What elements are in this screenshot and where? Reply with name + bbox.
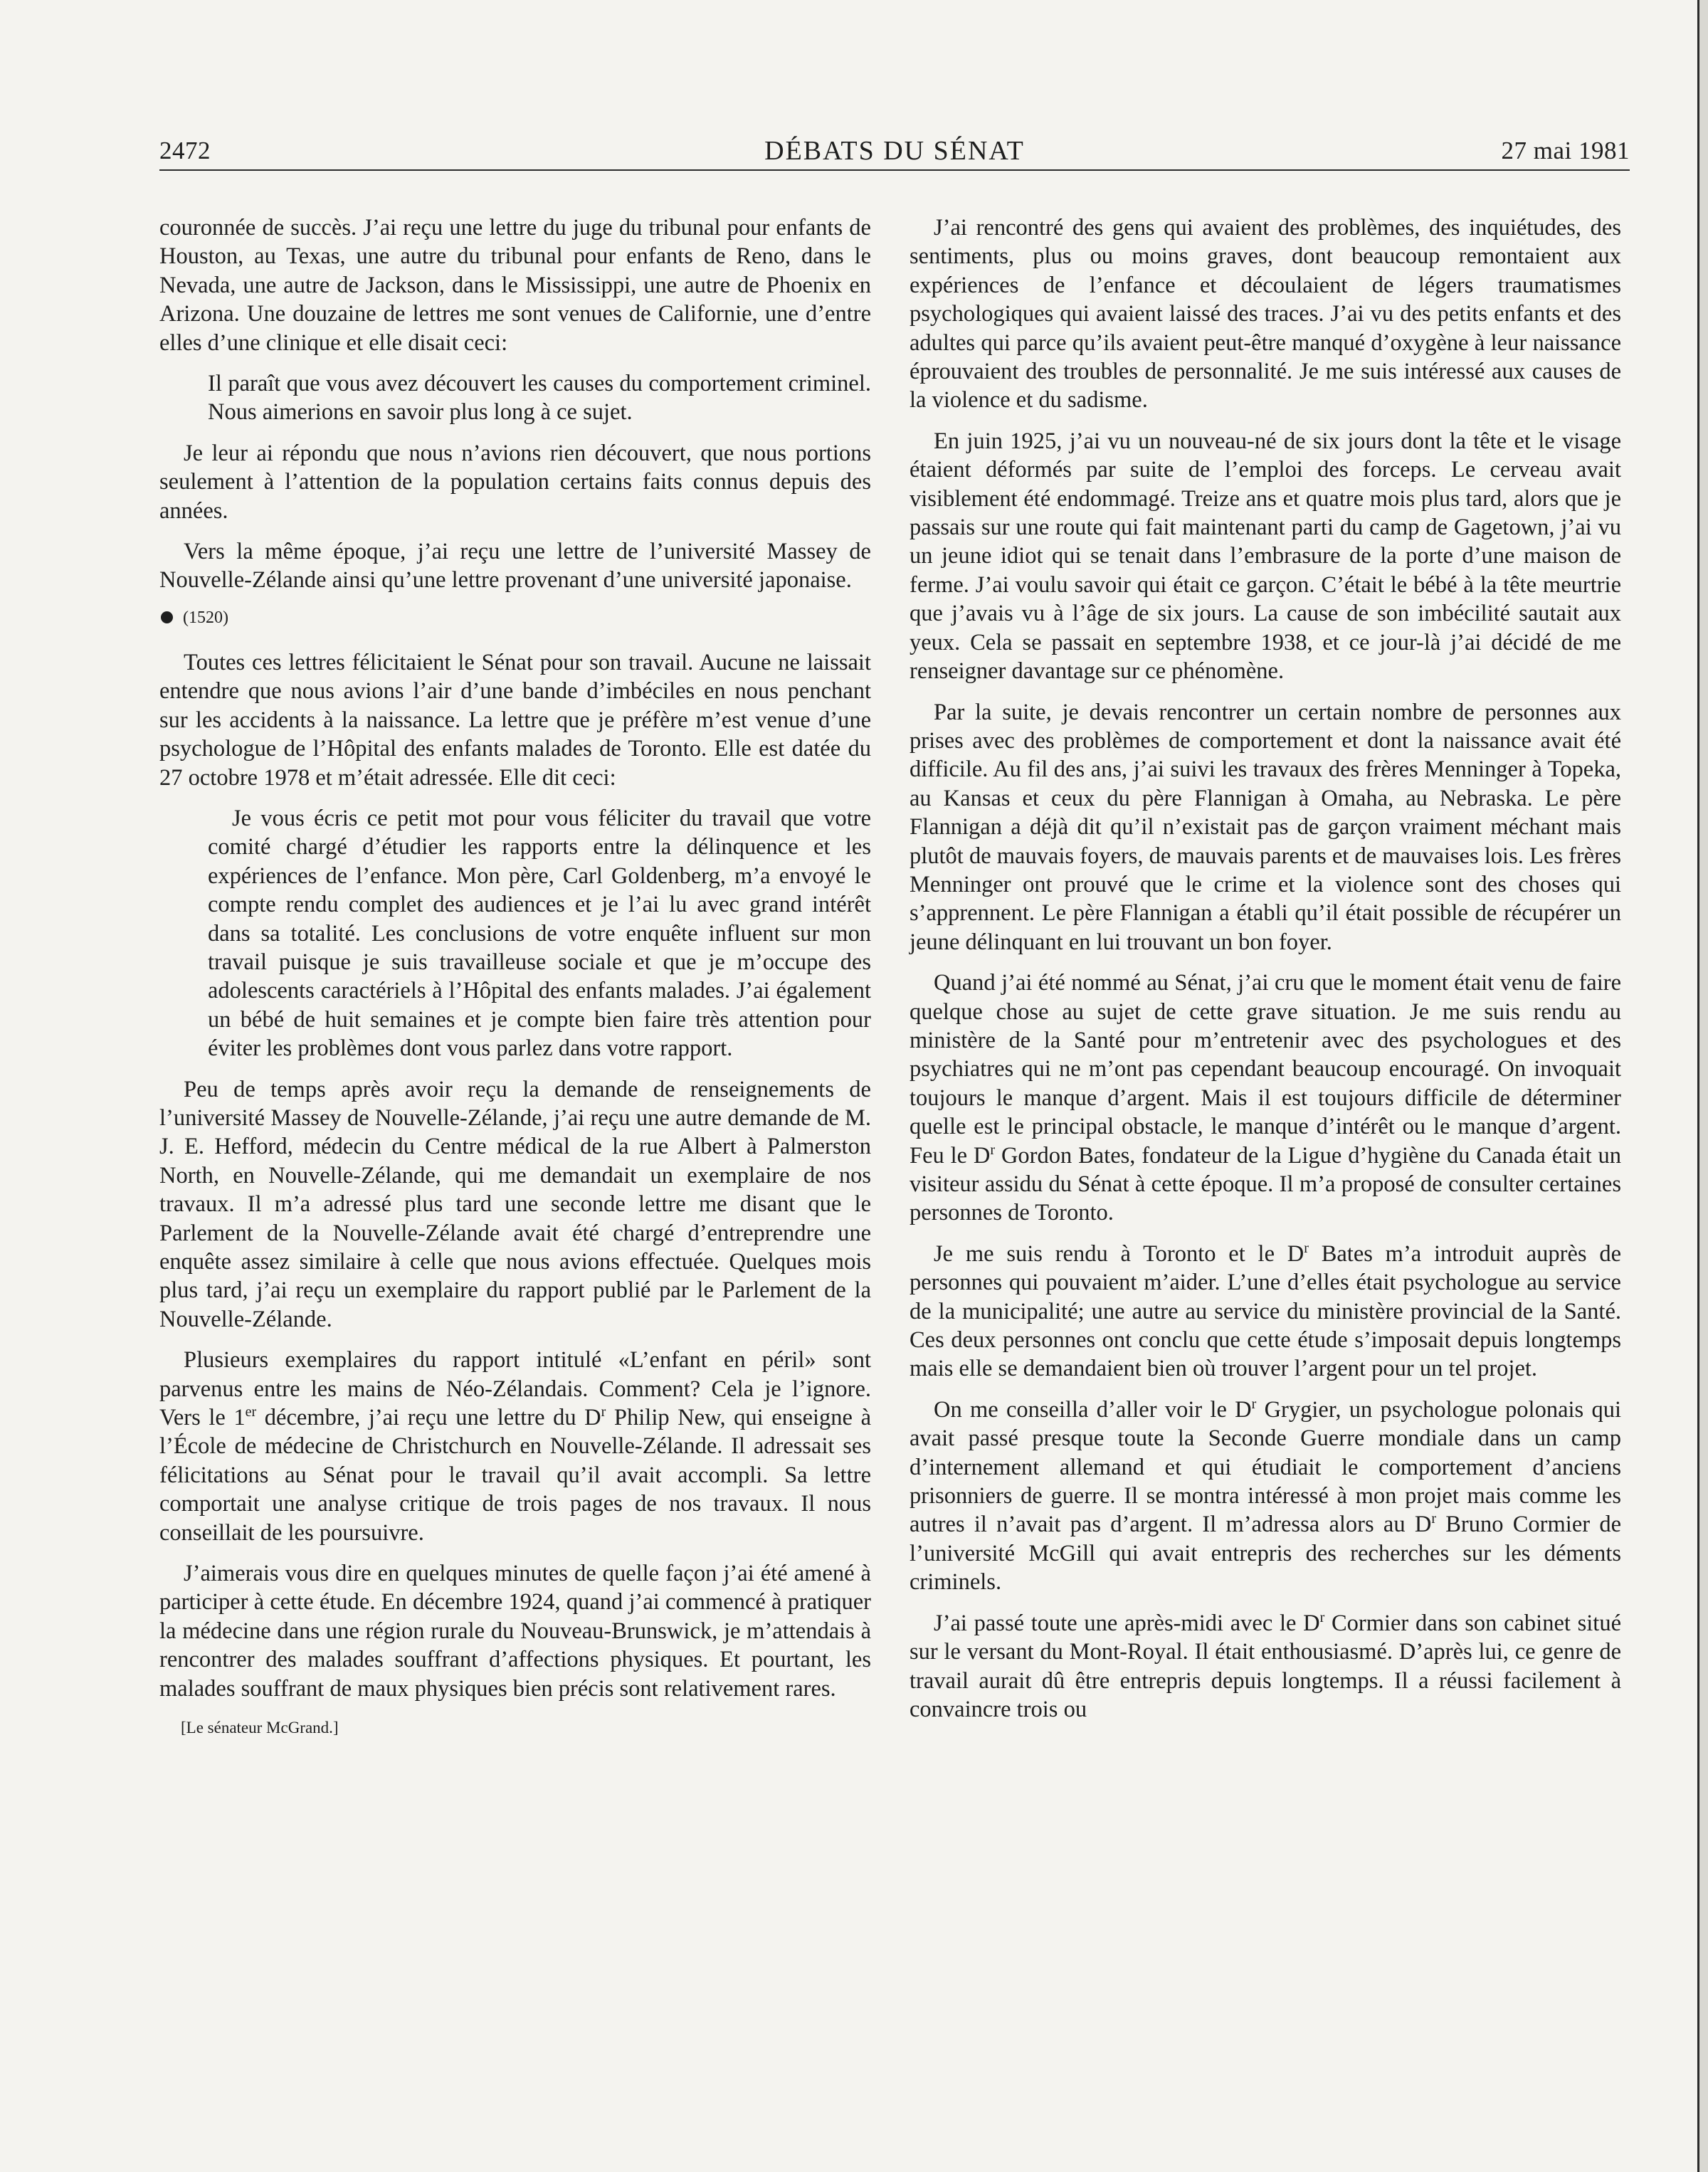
paragraph (910, 969, 1621, 1228)
text-run: décembre, j’ai reçu une lettre du D (256, 1405, 601, 1431)
left-column (159, 213, 871, 1739)
block-quote: Je vous écris ce petit mot pour vous féliciter du travail que votre comité chargé d’étudier les rapports entre la délinquence et les expériences de l’enfance. Mon père, Carl Goldenberg, m’a envoyé le compte rendu complet des audiences et je l’ai lu avec grand intérêt dans sa totalité. Les conclusions de votre enquête influent sur mon travail puisque je suis travailleuse sociale et que je m’occupe des adolescents caractériels à l’Hôpital des enfants malades. J’ai également un bébé de huit semaines et je compte bien faire très attention pour éviter les problèmes dont vous parlez dans votre rapport. (208, 805, 871, 1062)
header-rule (159, 169, 1630, 171)
block-quote: Il paraît que vous avez découvert les causes du comportement criminel. Nous aimerions en savoir plus long à ce sujet. (208, 371, 871, 426)
page-number: 2472 (159, 137, 211, 164)
text-run: Cormier dans son cabinet situé sur le versant du Mont-Royal. Il était enthousiasmé. D’après lui, ce genre de travail aurait dû être entrepris depuis longtemps. Il a réussi facilement à convaincre trois ou (910, 1610, 1621, 1722)
page-edge-shadow (1699, 0, 1708, 2172)
superscript: r (1304, 1240, 1309, 1256)
superscript: r (1319, 1609, 1325, 1625)
text-run: Philip New, qui enseigne à l’École de médecine de Christchurch en Nouvelle-Zélande. Il adressait ses félicitations au Sénat pour le travail qu’il avait accompli. Sa lettre comportait une analyse critique de trois pages de nos travaux. Il nous conseillait de les poursuivre. (159, 1405, 872, 1546)
superscript: r (601, 1404, 606, 1420)
session-date: 27 mai 1981 (1501, 137, 1630, 164)
paragraph: couronnée de succès. J’ai reçu une lettre du juge du tribunal pour enfants de Houston, au Texas, une autre du tribunal pour enfants de Reno, dans le Nevada, une autre de Jackson, dans le Mississippi, une autre de Phoenix en Arizona. Une douzaine de lettres me sont venues de Californie, une d’entre elles d’une clinique et elle disait ceci: (159, 215, 871, 356)
text-run: Quand j’ai été nommé au Sénat, j’ai cru que le moment était venu de faire quelque chose au sujet de cette grave situation. Je me suis rendu au ministère de la Santé pour m’entretenir avec des psychologues et des psychiatres qui ne m’ont pas cependant beaucoup encouragé. On invoquait toujours le manque d’argent. Mais il est toujours difficile de déterminer quelle est le principal obstacle, le manque d’intérêt ou le manque d’argent. Feu le D (910, 970, 1621, 1169)
paragraph: J’aimerais vous dire en quelques minutes de quelle façon j’ai été amené à participer à cette étude. En décembre 1924, quand j’ai commencé à pratiquer la médecine dans une région rurale du Nouveau-Brunswick, je m’attendais à rencontrer des malades souffrant d’affections physiques. Et pourtant, les malades souffrant de maux physiques bien précis sont relativement rares. (159, 1561, 871, 1702)
text-run: Bruno Cormier de l’université McGill qui avait entrepris des recherches sur les déments criminels. (910, 1512, 1622, 1596)
text-run: Grygier, un psychologue polonais qui avait passé presque toute la Seconde Guerre mondiale dans un camp d’internement allemand et qui étudiait le comportement d’anciens prisonniers de guerre. Il se montra intéressé à mon projet mais comme les autres il n’avait pas d’argent. Il m’adressa alors au D (910, 1396, 1621, 1538)
text-run: Plusieurs exemplaires du rapport intitulé «L’enfant en péril» sont parvenus entre les mains de Néo-Zélandais. Comment? Cela je l’ignore. Vers le 1 (159, 1347, 871, 1431)
paragraph: Par la suite, je devais rencontrer un certain nombre de personnes aux prises avec des problèmes de comportement et dont la naissance avait été difficile. Au fil des ans, j’ai suivi les travaux des frères Menninger à Topeka, au Kansas et ceux du père Flannigan à Omaha, au Nebraska. Le père Flannigan a déjà dit qu’il n’existait pas de garçon vraiment méchant mais plutôt de mauvais foyers, de mauvais parents et de mauvaises lois. Les frères Menninger ont prouvé que le crime et la violence sont des choses qui s’apprennent. Le père Flannigan a établi qu’il était possible de récupérer un jeune délinquant en lui trouvant un bon foyer. (910, 699, 1621, 955)
paragraph: Vers la même époque, j’ai reçu une lettre de l’université Massey de Nouvelle-Zélande ainsi qu’une lettre provenant d’une université japonaise. (159, 539, 871, 594)
text-run: On me conseilla d’aller voir le D (934, 1396, 1252, 1423)
paragraph: Peu de temps après avoir reçu la demande de renseignements de l’université Massey de Nouvelle-Zélande, j’ai reçu une autre demande de M. J. E. Hefford, médecin du Centre médical de la rue Albert à Palmerston North, en Nouvelle-Zélande, qui me demandait un exemplaire de nos travaux. Il m’a adressé plus tard une seconde lettre me disant que le Parlement de la Nouvelle-Zélande avait été chargé d’entreprendre une enquête assez similaire à celle que nous avions effectuée. Quelques mois plus tard, j’ai reçu un exemplaire du rapport publié par le Parlement de la Nouvelle-Zélande. (159, 1076, 871, 1332)
paragraph: J’ai rencontré des gens qui avaient des problèmes, des inquiétudes, des sentiments, plus ou moins graves, dont beaucoup remontaient aux expériences de l’enfance et découlaient de légers traumatismes psychologiques qui avaient laissé des traces. J’ai vu des petits enfants et des adultes qui parce qu’ils avaient peut-être manqué d’oxygène à leur naissance éprouvaient des troubles de personnalité. Je me suis intéressé aux causes de la violence et du sadisme. (910, 215, 1621, 413)
superscript: r (1251, 1396, 1257, 1413)
paragraph: Toutes ces lettres félicitaient le Sénat pour son travail. Aucune ne laissait entendre que nous avions l’air d’une bande d’imbéciles en nous penchant sur les accidents à la naissance. La lettre que je préfère m’est venue d’une psychologue de l’Hôpital des enfants malades de Toronto. Elle est datée du 27 octobre 1978 et m’était adressée. Elle dit ceci: (159, 649, 871, 791)
time-marker-text: (1520) (183, 608, 228, 627)
page-header (159, 130, 1630, 167)
text-run: J’ai passé toute une après-midi avec le D (934, 1610, 1320, 1636)
superscript: er (245, 1404, 257, 1420)
publication-title: DÉBATS DU SÉNAT (764, 136, 1025, 166)
bullet-icon (161, 611, 173, 623)
text-run: Gordon Bates, fondateur de la Ligue d’hygiène du Canada était un visiteur assidu du Sénat à cette époque. Il m’a proposé de consulter certaines personnes de Toronto. (910, 1142, 1621, 1226)
paragraph (910, 1609, 1621, 1724)
right-column (910, 213, 1621, 1736)
paragraph (910, 1396, 1621, 1597)
paragraph: En juin 1925, j’ai vu un nouveau-né de six jours dont la tête et le visage étaient déformés par suite de l’emploi des forceps. Le cerveau avait visiblement été endommagé. Treize ans et quatre mois plus tard, alors que je passais sur une route qui fait maintenant parti du camp de Gagetown, j’ai vu un jeune idiot qui se tenait dans l’embrasure de la porte d’une maison de ferme. J’ai voulu savoir qui était ce garçon. C’était le bébé à la tête meurtrie que j’avais vu à l’âge de six jours. La cause de son imbécilité sautait aux yeux. Cela se passait en septembre 1938, et ce jour-là j’ai décidé de me renseigner davantage sur ce phénomène. (910, 428, 1621, 685)
time-marker (159, 607, 871, 628)
page-edge-line (1697, 0, 1699, 2172)
text-run: Je me suis rendu à Toronto et le D (934, 1240, 1304, 1267)
text-run: Bates m’a introduit auprès de personnes qui pouvaient m’aider. L’une d’elles était psychologue au service de la municipalité; une autre au service du ministère provincial de la Santé. Ces deux personnes ont conclu que cette étude s’imposait depuis longtemps mais elle se demandaient bien où trouver l’argent pour un tel projet. (910, 1240, 1621, 1382)
paragraph: Je leur ai répondu que nous n’avions rien découvert, que nous portions seulement à l’attention de la population certains faits connus depuis des années. (159, 440, 871, 524)
paragraph (159, 1346, 871, 1547)
superscript: r (1431, 1511, 1436, 1527)
paragraph (910, 1240, 1621, 1383)
superscript: r (990, 1142, 996, 1158)
speaker-attribution: [Le sénateur McGrand.] (181, 1719, 339, 1737)
